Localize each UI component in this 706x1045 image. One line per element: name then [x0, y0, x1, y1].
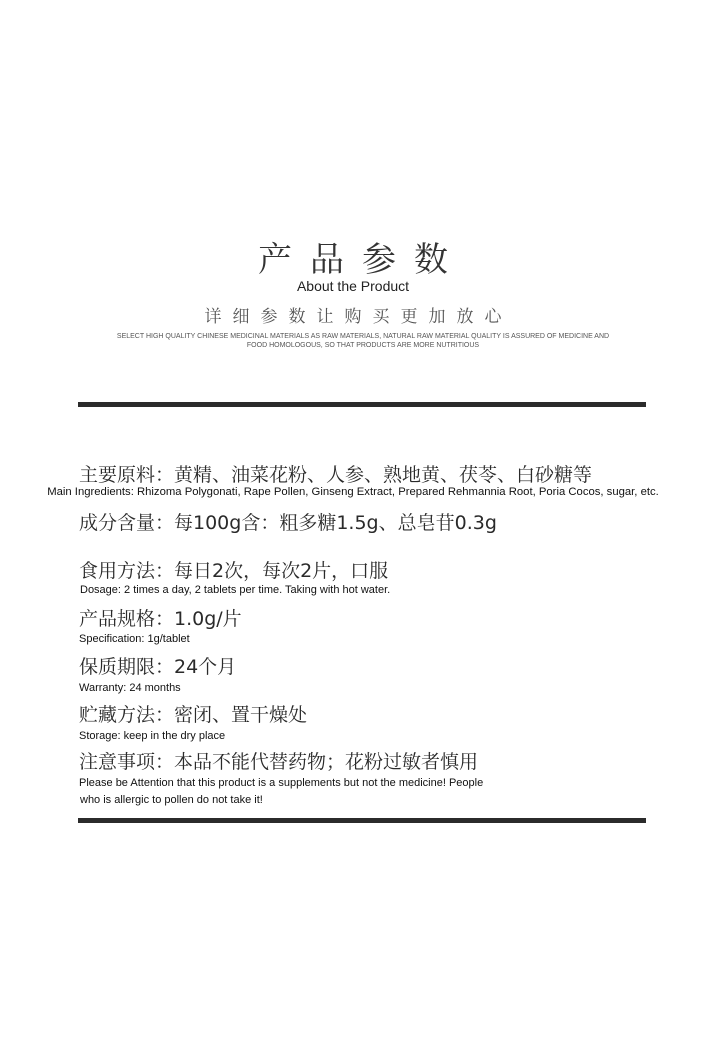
spec-cn: 产品规格：1.0g/片	[79, 608, 242, 630]
page-subtitle-cn: 详细参数让购买更加放心	[204, 307, 513, 327]
usage-cn: 食用方法：每日2次，每次2片，口服	[79, 560, 389, 582]
notice-cn: 注意事项：本品不能代替药物；花粉过敏者慎用	[79, 751, 479, 773]
page-title-en: About the Product	[296, 278, 410, 294]
bottom-divider	[78, 818, 646, 823]
storage-cn: 贮藏方法：密闭、置干燥处	[79, 704, 308, 726]
ingredients-cn: 主要原料：黄精、油菜花粉、人参、熟地黄、茯苓、白砂糖等	[79, 464, 593, 486]
notice-en-line2: who is allergic to pollen do not take it!	[80, 794, 263, 806]
ingredients-en: Main Ingredients: Rhizoma Polygonati, Rape Pollen, Ginseng Extract, Prepared Rehmannia Root, Poria Cocos, sugar, etc.	[47, 486, 659, 498]
top-divider	[78, 402, 646, 407]
notice-en-line1: Please be Attention that this product is a supplements but not the medicine! People	[79, 777, 484, 789]
warranty-cn: 保质期限：24个月	[79, 656, 237, 678]
spec-en: Specification: 1g/tablet	[79, 633, 190, 645]
tagline: SELECT HIGH QUALITY CHINESE MEDICINAL MATERIALS AS RAW MATERIALS, NATURAL RAW MATERIAL QUALITY IS ASSURED OF MEDICINE AND FOOD HOMOLOGOUS, SO THAT PRODUCTS ARE MORE NUTRITIOUS	[116, 333, 610, 349]
page-title-cn: 产品参数	[258, 240, 466, 280]
usage-en: Dosage: 2 times a day, 2 tablets per time. Taking with hot water.	[80, 584, 391, 596]
content-cn: 成分含量：每100g含：粗多糖1.5g、总皂苷0.3g	[79, 512, 497, 534]
warranty-en: Warranty: 24 months	[79, 682, 181, 694]
storage-en: Storage: keep in the dry place	[79, 730, 226, 742]
